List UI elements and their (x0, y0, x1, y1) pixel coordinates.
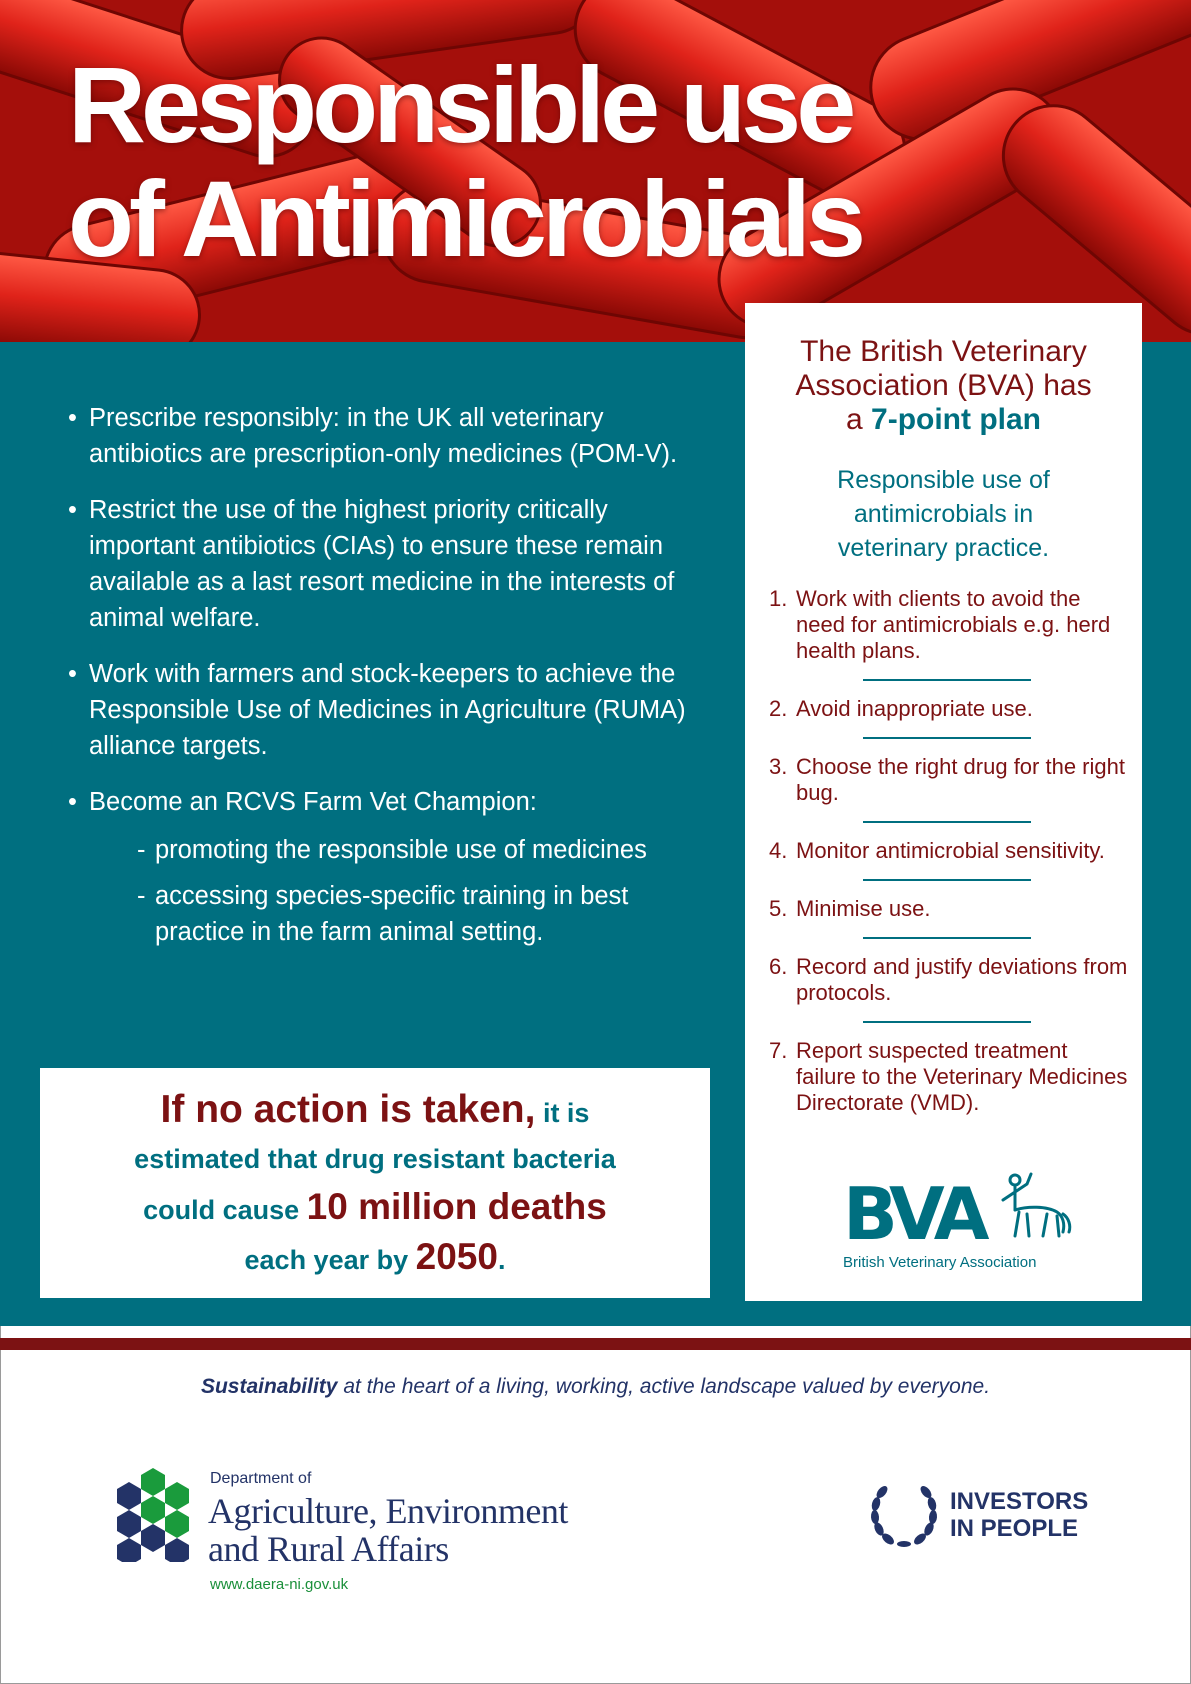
page-title (68, 44, 862, 279)
sub-list-item: - promoting the responsible use of medicines (137, 832, 708, 868)
warning-year: 2050 (415, 1236, 498, 1277)
warning-line-4: each year by 2050. (244, 1236, 506, 1277)
divider (863, 879, 1031, 881)
title-line-2: of Antimicrobials (68, 158, 862, 279)
bva-logo (843, 1172, 984, 1256)
daera-url: www.daera-ni.gov.uk (210, 1576, 349, 1593)
plan-highlight: 7-point plan (871, 403, 1041, 436)
warning-lead-tail: it is (535, 1098, 590, 1128)
plan-item-1: 1. Work with clients to avoid the need for antimicrobials e.g. herd health plans. (769, 586, 1111, 663)
daera-dept-label: Department of (210, 1470, 312, 1487)
investors-in-people-text: INVESTORS IN PEOPLE (950, 1488, 1089, 1542)
champion-text: Become an RCVS Farm Vet Champion: (89, 788, 537, 816)
tagline: Sustainability at the heart of a living, working, active landscape valued by everyone. (200, 1375, 991, 1398)
plan-heading: The British Veterinary Association (BVA) has a 7-point plan (795, 335, 1092, 436)
plan-item-3: 3. Choose the right drug for the right bug. (769, 754, 1125, 805)
hero-banner (0, 0, 1191, 342)
bva-logo-letters: BVA (843, 1172, 984, 1256)
plan-item-2: 2. Avoid inappropriate use. (769, 696, 1033, 721)
plan-list (769, 586, 1129, 1116)
plan-item-4: 4. Monitor antimicrobial sensitivity. (769, 838, 1105, 863)
warning-line-1 (40, 1088, 710, 1132)
plan-item-5: 5. Minimise use. (769, 896, 931, 921)
daera-name: Agriculture, Environment and Rural Affairs (208, 1491, 568, 1569)
warning-deaths: 10 million deaths (306, 1186, 607, 1227)
champion-subitems (89, 832, 708, 950)
warning-box (40, 1068, 710, 1298)
divider (863, 821, 1031, 823)
divider (863, 737, 1031, 739)
list-item: • Restrict the use of the highest priority critically important antibiotics (CIAs) to ensure these remain available as a last resort medicine in the interests of animal welfare. (68, 492, 708, 636)
bva-plan-box (745, 303, 1142, 1301)
divider (863, 1021, 1031, 1023)
warning-line-3: could cause 10 million deaths (143, 1186, 607, 1227)
list-item-champion (68, 784, 708, 950)
list-item: • Prescribe responsibly: in the UK all veterinary antibiotics are prescription-only medicines (POM-V). (68, 400, 708, 472)
list-item: • Work with farmers and stock-keepers to achieve the Responsible Use of Medicines in Agriculture (RUMA) alliance targets. (68, 656, 708, 764)
plan-item-6: 6. Record and justify deviations from protocols. (769, 954, 1128, 1005)
divider (863, 937, 1031, 939)
warning-lead: If no action is taken, (160, 1088, 536, 1131)
bva-logo-caption: British Veterinary Association (843, 1254, 1037, 1271)
title-line-1: Responsible use (68, 44, 852, 165)
key-actions-list (68, 400, 708, 970)
investors-in-people-laurel-icon (868, 1482, 940, 1548)
divider (863, 679, 1031, 681)
plan-item-7: 7. Report suspected treatment failure to the Veterinary Medicines Directorate (VMD). (769, 1038, 1128, 1115)
daera-hexagon-logo-icon (110, 1468, 196, 1562)
plan-subheading: Responsible use of antimicrobials in veterinary practice. (837, 466, 1050, 562)
warning-line-2: estimated that drug resistant bacteria (134, 1144, 616, 1174)
footer-rule (0, 1338, 1191, 1350)
sub-list-item: - accessing species-specific training in best practice in the farm animal setting. (137, 878, 708, 950)
centaur-icon (993, 1170, 1073, 1250)
